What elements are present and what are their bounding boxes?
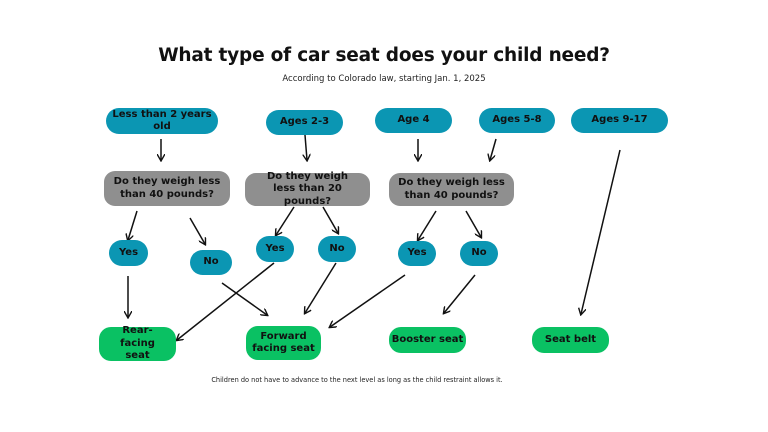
question-node-weight-40-second: Do they weigh less than 40 pounds? [389,173,514,206]
age-node-ages-2-3: Ages 2-3 [266,110,343,135]
diagram-subtitle: According to Colorado law, starting Jan. 1, 2025 [282,74,486,84]
arrow-q2-no [323,207,338,233]
age-node-ages-9-17: Ages 9-17 [571,108,668,133]
arrow-q1-no [190,218,205,244]
arrow-q2-yes [276,207,294,235]
age-node-age-4: Age 4 [375,108,452,133]
age-node-less-than-2: Less than 2 years old [106,108,218,134]
diagram-title: What type of car seat does your child need? [158,45,610,66]
arrow-q3-no [466,211,481,237]
arrow-q3yes-forward [330,275,405,327]
result-node-rear-facing: Rear-facing seat [99,327,176,361]
arrow-a58-q3 [490,139,496,160]
arrow-q1-yes [128,211,137,240]
answer-node-q2-yes: Yes [256,236,294,262]
answer-node-q1-no: No [190,250,232,275]
age-node-ages-5-8: Ages 5-8 [479,108,555,133]
arrow-q3no-booster [444,275,475,313]
result-node-seat-belt: Seat belt [532,327,609,353]
footnote: Children do not have to advance to the next level as long as the child restraint allows it. [211,376,503,384]
answer-node-q1-yes: Yes [109,240,148,266]
result-node-booster-seat: Booster seat [389,327,466,353]
question-node-weight-20: Do they weigh less than 20 pounds? [245,173,370,206]
arrow-q3-yes [418,211,436,240]
question-node-weight-40-first: Do they weigh less than 40 pounds? [104,171,230,206]
answer-node-q3-no: No [460,241,498,266]
answer-node-q2-no: No [318,236,356,262]
answer-node-q3-yes: Yes [398,241,436,266]
arrow-a917-belt [581,150,620,314]
arrow-a23-q2 [305,135,307,160]
arrow-q2no-forward [305,263,336,313]
result-node-forward-facing: Forward facing seat [246,326,321,360]
